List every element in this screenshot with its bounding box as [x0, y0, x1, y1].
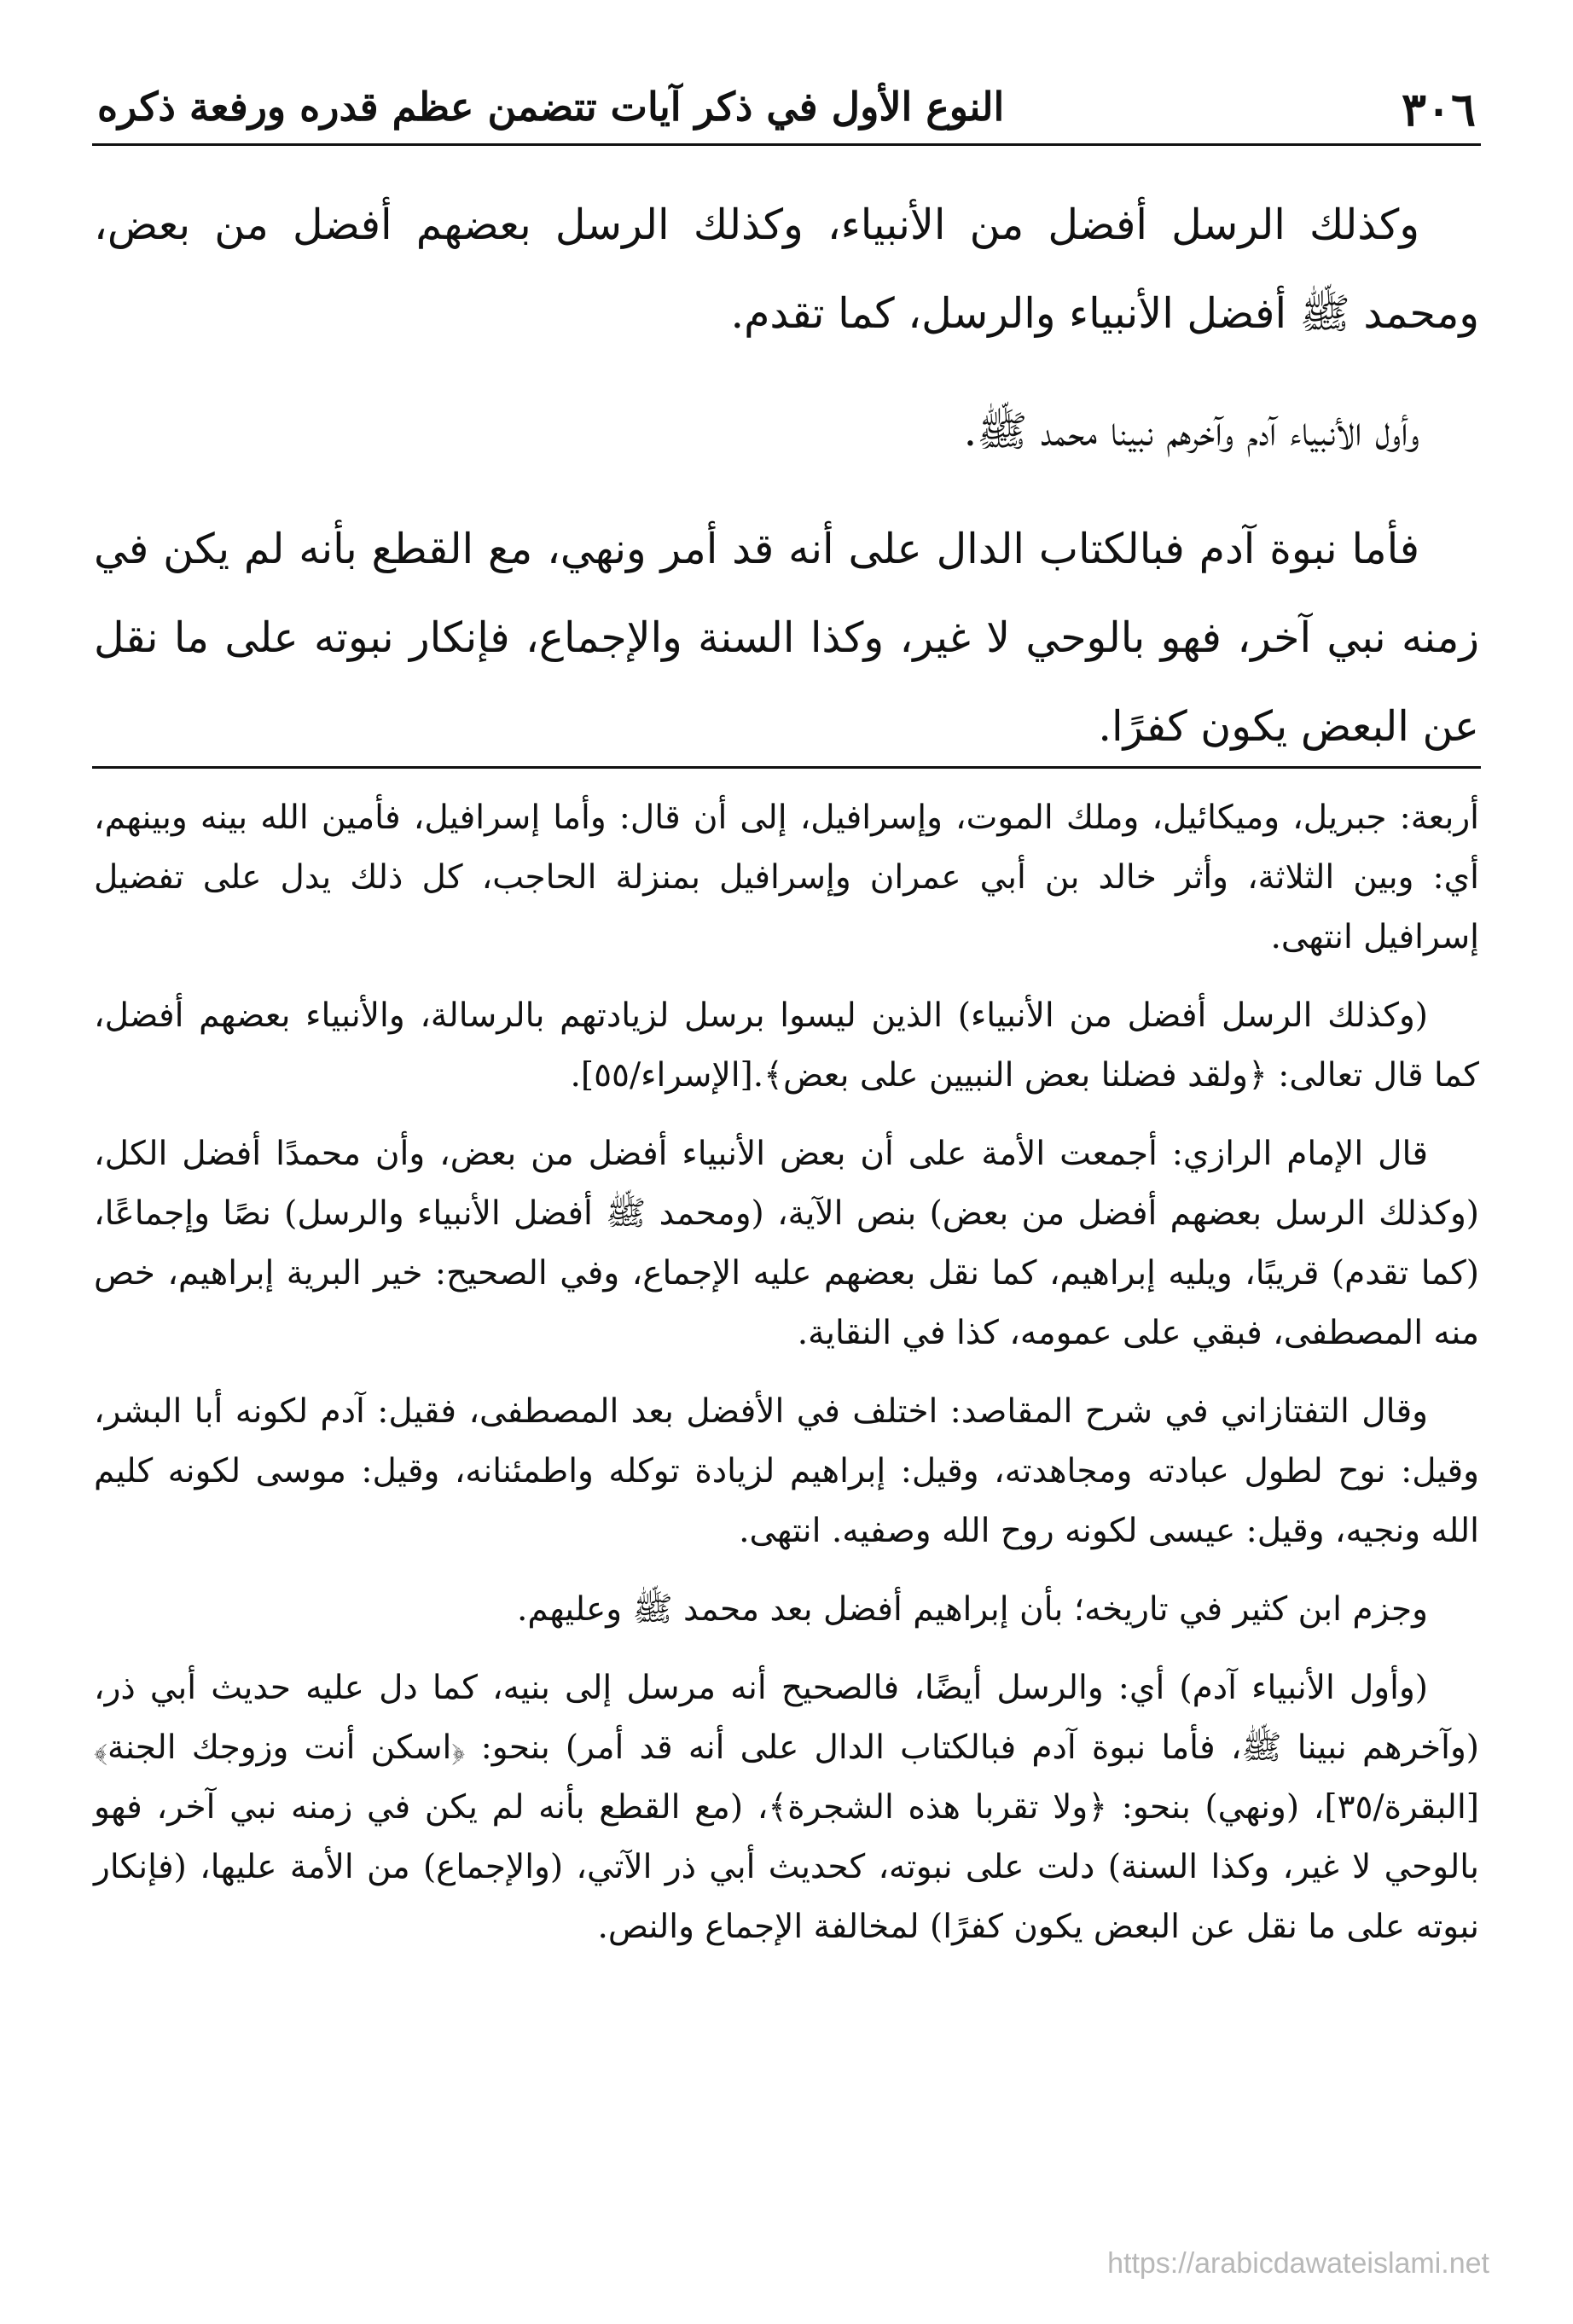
- main-paragraph-1: وكذلك الرسل أفضل من الأنبياء، وكذلك الرسل بعضهم أفضل من بعض، ومحمد ﷺ أفضل الأنبياء والرسل، كما تقدم.: [94, 200, 1479, 338]
- commentary: [94, 788, 1479, 1976]
- main-text: [94, 181, 1479, 800]
- commentary-paragraph-2: (وكذلك الرسل أفضل من الأنبياء) الذين ليسوا برسل لزيادتهم بالرسالة، والأنبياء بعضهم أفضل، كما قال تعالى: ﴿ولقد فضلنا بعض النبيين على بعض﴾.[الإسراء/٥٥].: [94, 996, 1479, 1095]
- main-paragraph-3: فأما نبوة آدم فبالكتاب الدال على أنه قد أمر ونهي، مع القطع بأنه لم يكن في زمنه نبي آخر، فهو بالوحي لا غير، وكذا السنة والإجماع، فإنكار نبوته على ما نقل عن البعض يكون كفرًا.: [94, 525, 1479, 751]
- footnote-divider: [92, 766, 1481, 769]
- main-paragraph-2: وأول الأنبياء آدم وآخرهم نبينا محمد ﷺ.: [963, 407, 1419, 456]
- commentary-paragraph-4: وقال التفتازاني في شرح المقاصد: اختلف في الأفضل بعد المصطفى، فقيل: آدم لكونه أبا البشر، وقيل: نوح لطول عبادته ومجاهدته، وقيل: إبراهيم لزيادة توكله واطمئنانه، وقيل: موسى لكونه كليم الله ونجيه، وقيل: عيسى لكونه روح الله وصفيه. انتهى.: [94, 1392, 1479, 1550]
- commentary-paragraph-5: وجزم ابن كثير في تاريخه؛ بأن إبراهيم أفضل بعد محمد ﷺ وعليهم.: [516, 1590, 1428, 1629]
- running-title: النوع الأول في ذكر آيات تتضمن عظم قدره ورفعة ذكره: [97, 84, 1005, 130]
- watermark-url: https://arabicdawateislami.net: [1107, 2247, 1489, 2280]
- commentary-paragraph-1: أربعة: جبريل، وميكائيل، وملك الموت، وإسرافيل، إلى أن قال: وأما إسرافيل، فأمين الله بينه وبينهم، أي: وبين الثلاثة، وأثر خالد بن أبي عمران وإسرافيل بمنزلة الحاجب، كل ذلك يدل على تفضيل إسرافيل انتهى.: [94, 799, 1479, 956]
- commentary-paragraph-6: (وأول الأنبياء آدم) أي: والرسل أيضًا، فالصحيح أنه مرسل إلى بنيه، كما دل عليه حديث أبي ذر، (وآخرهم نبينا ﷺ، فأما نبوة آدم فبالكتاب الدال على أنه قد أمر) بنحو: ﴿اسكن أنت وزوجك الجنة﴾ [البقرة/٣٥]، (ونهي) بنحو: ﴿ولا تقربا هذه الشجرة﴾، (مع القطع بأنه لم يكن في زمنه نبي آخر، فهو بالوحي لا غير، وكذا السنة) دلت على نبوته، كحديث أبي ذر الآتي، (والإجماع) من الأمة عليها، (فإنكار نبوته على ما نقل عن البعض يكون كفرًا) لمخالفة الإجماع والنص.: [94, 1669, 1479, 1946]
- page-header: [92, 75, 1481, 146]
- page-number: ٣٠٦: [1401, 82, 1476, 137]
- commentary-paragraph-3: قال الإمام الرازي: أجمعت الأمة على أن بعض الأنبياء أفضل من بعض، وأن محمدًا أفضل الكل، (وكذلك الرسل بعضهم أفضل من بعض) بنص الآية، (ومحمد ﷺ أفضل الأنبياء والرسل) نصًا وإجماعًا، (كما تقدم) قريبًا، ويليه إبراهيم، كما نقل بعضهم عليه الإجماع، وفي الصحيح: خير البرية إبراهيم، خص منه المصطفى، فبقي على عمومه، كذا في النقاية.: [94, 1135, 1479, 1352]
